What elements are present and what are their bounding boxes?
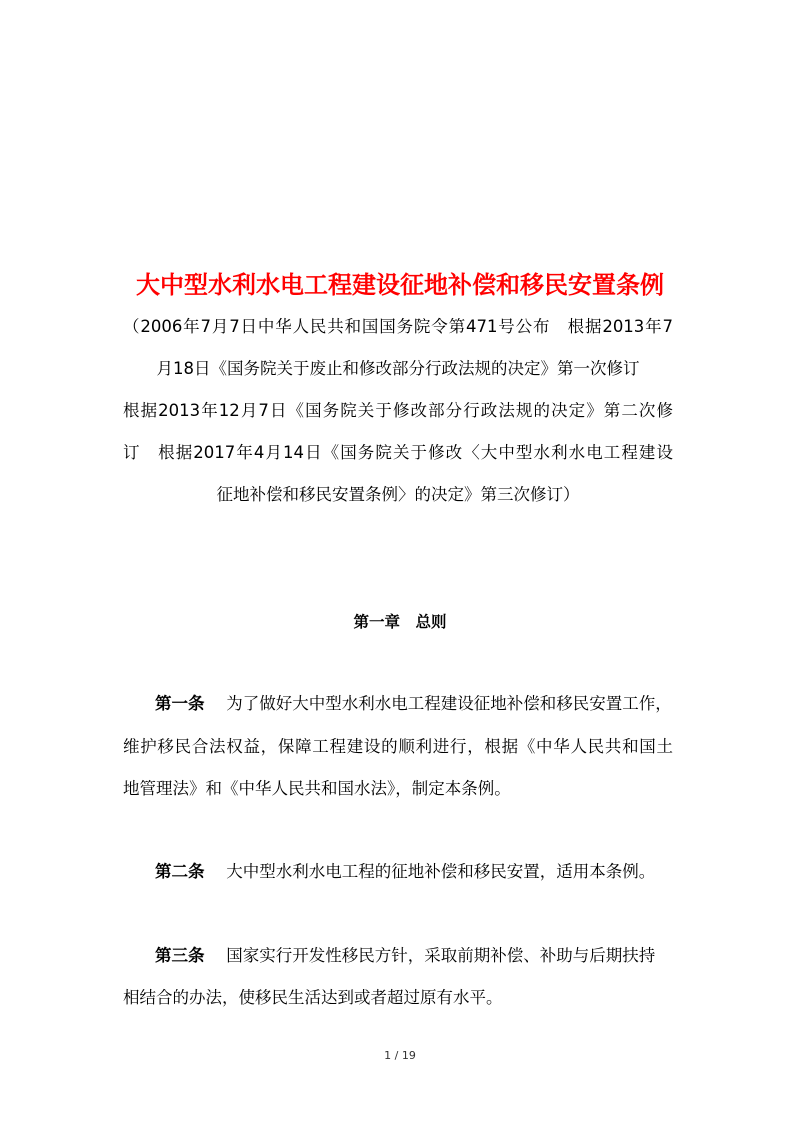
subtitle-line: 根据2013年12月7日《国务院关于修改部分行政法规的决定》第二次修 <box>123 401 673 420</box>
document-title: 大中型水利水电工程建设征地补偿和移民安置条例 <box>136 271 664 299</box>
article-text: 国家实行开发性移民方针，采取前期补偿、补助与后期扶持 <box>226 946 656 965</box>
subtitle-line: 订 根据2017年4月14日《国务院关于修改〈大中型水利水电工程建设 <box>123 443 673 462</box>
subtitle-line: 月18日《国务院关于废止和修改部分行政法规的决定》第一次修订 <box>156 359 640 378</box>
article-label: 第二条 <box>155 862 205 881</box>
chapter-heading: 第一章 总则 <box>353 613 447 631</box>
article-text: 为了做好大中型水利水电工程建设征地补偿和移民安置工作， <box>226 694 672 713</box>
article-text-line: 地管理法》和《中华人民共和国水法》，制定本条例。 <box>123 779 511 798</box>
article-2 <box>155 862 673 882</box>
article-label: 第一条 <box>155 694 205 713</box>
article-1 <box>155 694 673 714</box>
subtitle-line: （2006年7月7日中华人民共和国国务院令第471号公布 根据2013年7 <box>123 317 673 336</box>
article-label: 第三条 <box>155 946 205 965</box>
article-3 <box>155 946 673 966</box>
article-text-line: 相结合的办法，使移民生活达到或者超过原有水平。 <box>123 988 503 1007</box>
page-number: 1 / 19 <box>384 1049 416 1062</box>
subtitle-line: 征地补偿和移民安置条例〉的决定》第三次修订） <box>216 485 580 504</box>
article-text: 大中型水利水电工程的征地补偿和移民安置，适用本条例。 <box>226 862 656 881</box>
article-text-line: 维护移民合法权益，保障工程建设的顺利进行，根据《中华人民共和国土 <box>123 737 673 756</box>
